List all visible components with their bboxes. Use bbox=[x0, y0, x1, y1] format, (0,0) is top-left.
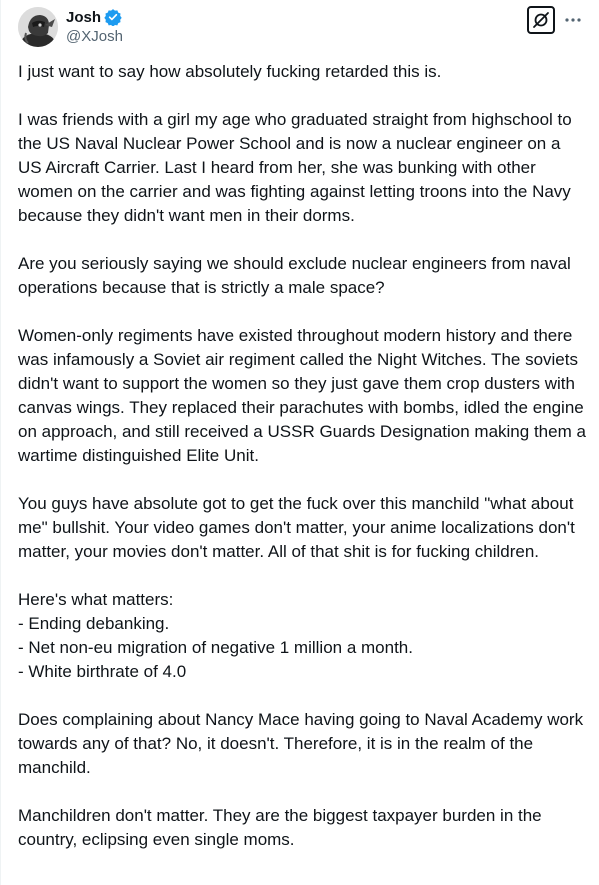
author-info[interactable] bbox=[66, 7, 123, 45]
avatar-image bbox=[18, 7, 58, 47]
verified-badge-icon[interactable] bbox=[104, 8, 122, 26]
tweet-paragraph: Manchildren don't matter. They are the biggest taxpayer burden in the country, eclipsing even single moms. bbox=[18, 806, 542, 849]
tweet-text bbox=[18, 60, 588, 876]
avatar[interactable] bbox=[18, 7, 58, 47]
display-name[interactable]: Josh bbox=[66, 8, 102, 26]
tweet-paragraph: Does complaining about Nancy Mace having going to Naval Academy work towards any of that? No, it doesn't. Therefore, it is in the realm of the manchild. bbox=[18, 710, 584, 777]
tweet-header bbox=[18, 5, 585, 49]
tweet-paragraph: I was friends with a girl my age who graduated straight from highschool to the US Naval Nuclear Power School and is now a nuclear engineer on a US Aircraft Carrier. Last I heard from her, she was bunking with other women on the carrier and was fighting against letting troons into the Navy because they didn't want men in their dorms. bbox=[18, 110, 572, 225]
tweet-paragraph: I just want to say how absolutely fucking retarded this is. bbox=[18, 62, 442, 81]
tweet-paragraph: Women-only regiments have existed throughout modern history and there was infamously a Soviet air regiment called the Night Witches. The soviets didn't want to support the women so they just gave them crop dusters with canvas wings. They replaced their parachutes with bombs, idled the engine on approach, and still received a USSR Guards Designation making them a wartime distinguished Elite Unit. bbox=[18, 326, 586, 465]
name-row bbox=[66, 7, 123, 27]
grok-button[interactable] bbox=[527, 6, 555, 34]
tweet-paragraph: Here's what matters: - Ending debanking. - Net non-eu migration of negative 1 million a month. - White birthrate of 4.0 bbox=[18, 590, 413, 681]
tweet-paragraph: You guys have absolute got to get the fuck over this manchild "what about me" bullshit. Your video games don't matter, your anime localizations don't matter, your movies don't matter. All of that shit is for fucking children. bbox=[18, 494, 575, 561]
tweet-paragraph: Are you seriously saying we should exclude nuclear engineers from naval operations because that is strictly a male space? bbox=[18, 254, 571, 297]
more-options-button[interactable] bbox=[561, 9, 585, 31]
left-border bbox=[0, 0, 1, 885]
user-handle[interactable]: @XJosh bbox=[66, 28, 123, 45]
more-horizontal-icon bbox=[564, 17, 582, 23]
grok-icon bbox=[532, 11, 550, 29]
